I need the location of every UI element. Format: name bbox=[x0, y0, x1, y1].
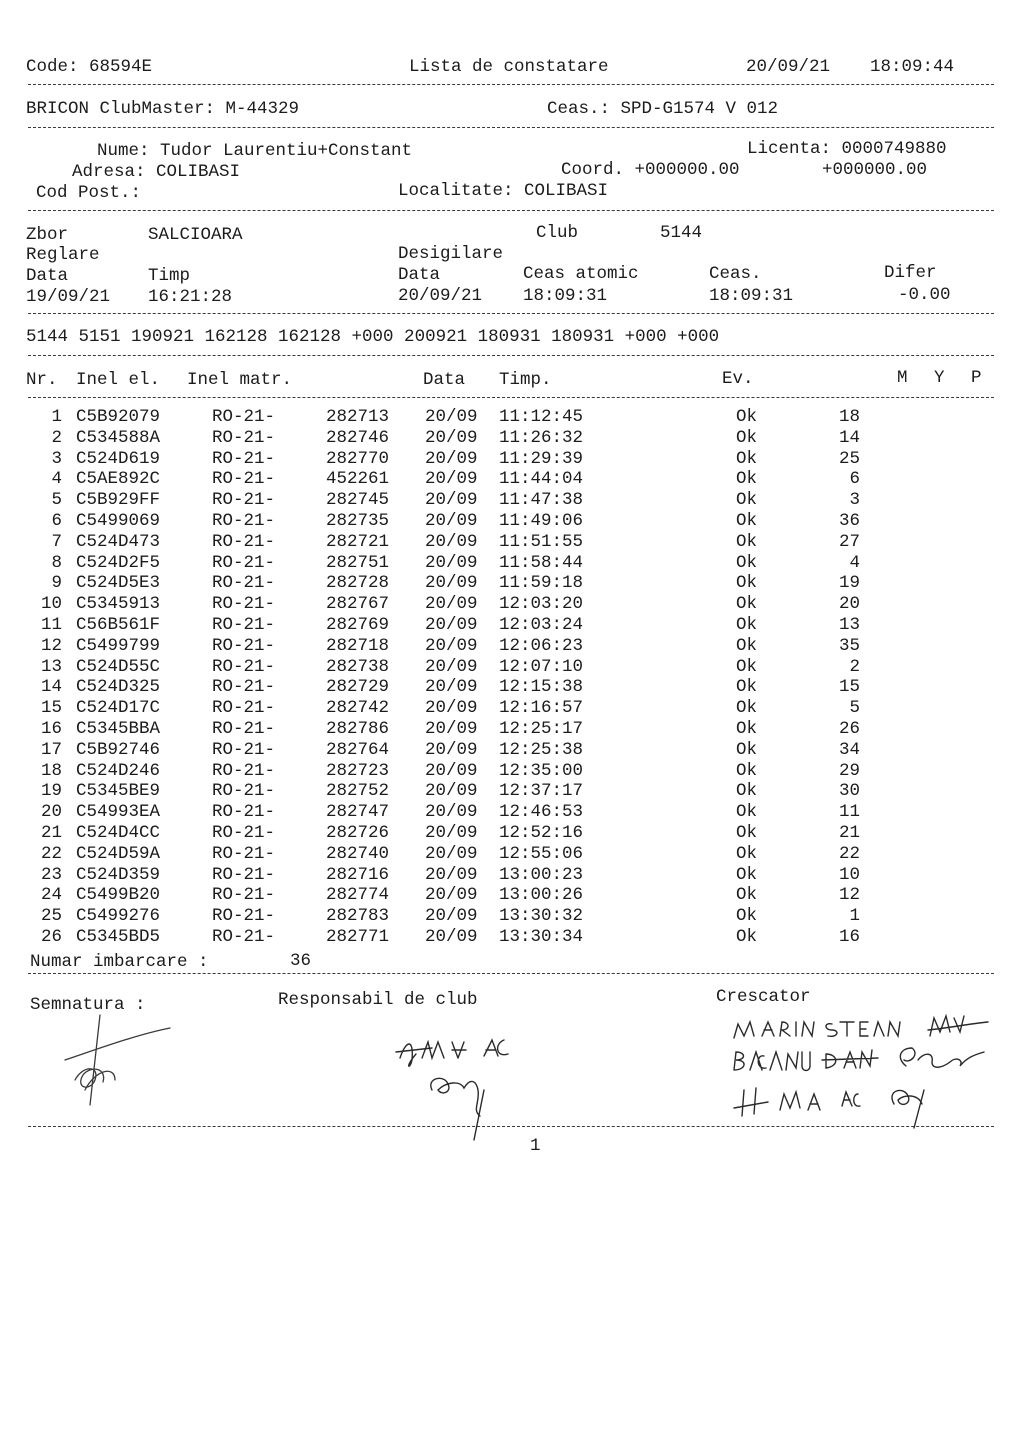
cell-date: 20/09 bbox=[425, 448, 478, 469]
cell-ring-prefix: RO-21- bbox=[212, 511, 276, 531]
club-responsible-label: Responsabil de club bbox=[278, 990, 478, 1010]
cell-ring-prefix: RO-21- bbox=[212, 760, 276, 781]
cell-ring-prefix: RO-21- bbox=[212, 927, 276, 947]
cell-event: Ok bbox=[736, 885, 758, 906]
cell-nr: 5 bbox=[51, 490, 62, 511]
cell-inel-matr: 282728 bbox=[326, 573, 390, 594]
signature-label: Semnatura : bbox=[30, 995, 146, 1015]
cell-time: 12:35:00 bbox=[499, 760, 584, 781]
cell-nr: 20 bbox=[40, 802, 62, 823]
cell-date: 20/09 bbox=[425, 906, 478, 927]
cell-date: 20/09 bbox=[425, 635, 478, 656]
cell-inel-matr: 282774 bbox=[326, 885, 390, 906]
cell-ring-prefix: RO-21- bbox=[212, 698, 276, 719]
table-row bbox=[0, 761, 1024, 782]
cell-date: 20/09 bbox=[425, 823, 478, 843]
desig-clock-time: 18:09:31 bbox=[709, 286, 794, 306]
cell-m: 3 bbox=[849, 490, 860, 511]
cell-m: 22 bbox=[838, 843, 860, 864]
table-row bbox=[0, 553, 1024, 574]
cell-inel-matr: 282713 bbox=[326, 407, 390, 427]
cell-inel-el: C524D17C bbox=[76, 698, 161, 719]
cell-inel-el: C534588A bbox=[76, 427, 161, 448]
cell-nr: 2 bbox=[51, 427, 62, 448]
cell-nr: 8 bbox=[51, 552, 62, 573]
cell-nr: 21 bbox=[40, 823, 62, 843]
cell-inel-el: C524D325 bbox=[76, 677, 161, 698]
cell-event: Ok bbox=[736, 739, 758, 760]
cell-event: Ok bbox=[736, 594, 758, 615]
cell-date: 20/09 bbox=[425, 843, 478, 864]
cell-date: 20/09 bbox=[425, 698, 478, 719]
cell-m: 26 bbox=[838, 719, 860, 739]
cell-event: Ok bbox=[736, 719, 758, 739]
cell-event: Ok bbox=[736, 511, 758, 531]
cell-time: 11:29:39 bbox=[499, 448, 584, 469]
table-row bbox=[0, 865, 1024, 886]
cell-nr: 13 bbox=[40, 656, 62, 677]
cell-inel-matr: 282726 bbox=[326, 823, 390, 843]
cell-m: 11 bbox=[838, 802, 860, 823]
cell-inel-matr: 282786 bbox=[326, 719, 390, 739]
table-row bbox=[0, 573, 1024, 594]
boarding-count-value: 36 bbox=[290, 951, 312, 971]
divider bbox=[28, 84, 994, 85]
table-row bbox=[0, 885, 1024, 906]
cell-inel-el: C5499799 bbox=[76, 635, 161, 656]
cell-time: 12:03:24 bbox=[499, 615, 584, 635]
divider bbox=[28, 355, 994, 356]
cell-date: 20/09 bbox=[425, 594, 478, 615]
cell-inel-matr: 282746 bbox=[326, 427, 390, 448]
reglare-date: 19/09/21 bbox=[26, 287, 111, 307]
cell-inel-el: C56B561F bbox=[76, 615, 161, 635]
cell-inel-el: C5345BBA bbox=[76, 719, 161, 739]
cell-time: 12:52:16 bbox=[499, 823, 584, 843]
cell-ring-prefix: RO-21- bbox=[212, 552, 276, 573]
cell-nr: 18 bbox=[40, 760, 62, 781]
table-row bbox=[0, 511, 1024, 532]
cell-nr: 14 bbox=[40, 677, 62, 698]
cell-ring-prefix: RO-21- bbox=[212, 656, 276, 677]
reglare-time-label: Timp bbox=[148, 266, 191, 286]
col-header-inel-matr: Inel matr. bbox=[187, 370, 293, 390]
cell-ring-prefix: RO-21- bbox=[212, 906, 276, 927]
table-row bbox=[0, 615, 1024, 636]
cell-m: 30 bbox=[838, 781, 860, 802]
cell-inel-matr: 282735 bbox=[326, 511, 390, 531]
cell-nr: 19 bbox=[40, 781, 62, 802]
cell-inel-matr: 282751 bbox=[326, 552, 390, 573]
cell-inel-el: C524D619 bbox=[76, 448, 161, 469]
cell-ring-prefix: RO-21- bbox=[212, 677, 276, 698]
cell-time: 11:47:38 bbox=[499, 490, 584, 511]
cell-inel-el: C5499B20 bbox=[76, 885, 161, 906]
cell-date: 20/09 bbox=[425, 531, 478, 552]
cell-date: 20/09 bbox=[425, 511, 478, 531]
breeder-label: Crescator bbox=[716, 987, 811, 1007]
clock-id: Ceas.: SPD-G1574 V 012 bbox=[547, 99, 779, 119]
cell-nr: 25 bbox=[40, 906, 62, 927]
cell-inel-el: C54993EA bbox=[76, 802, 161, 823]
page-number: 1 bbox=[530, 1136, 541, 1156]
table-row bbox=[0, 636, 1024, 657]
handwritten-signature bbox=[55, 1010, 185, 1116]
cell-date: 20/09 bbox=[425, 573, 478, 594]
cell-date: 20/09 bbox=[425, 656, 478, 677]
cell-time: 11:26:32 bbox=[499, 427, 584, 448]
cell-date: 20/09 bbox=[425, 407, 478, 427]
col-header-inel-el: Inel el. bbox=[76, 370, 161, 390]
cell-date: 20/09 bbox=[425, 802, 478, 823]
col-header-ev: Ev. bbox=[722, 369, 754, 389]
cell-event: Ok bbox=[736, 573, 758, 594]
cell-time: 12:03:20 bbox=[499, 594, 584, 615]
cell-nr: 10 bbox=[40, 594, 62, 615]
owner-coord-2: +000000.00 bbox=[822, 160, 928, 180]
cell-inel-matr: 282740 bbox=[326, 843, 390, 864]
cell-inel-el: C5499069 bbox=[76, 511, 161, 531]
cell-time: 12:15:38 bbox=[499, 677, 584, 698]
cell-inel-matr: 282738 bbox=[326, 656, 390, 677]
col-header-nr: Nr. bbox=[26, 370, 58, 390]
cell-date: 20/09 bbox=[425, 677, 478, 698]
cell-date: 20/09 bbox=[425, 885, 478, 906]
cell-m: 2 bbox=[849, 656, 860, 677]
cell-ring-prefix: RO-21- bbox=[212, 885, 276, 906]
col-header-timp: Timp. bbox=[499, 370, 552, 390]
table-row bbox=[0, 469, 1024, 490]
col-header-p: P bbox=[971, 368, 982, 388]
cell-inel-matr: 282742 bbox=[326, 698, 390, 719]
cell-m: 36 bbox=[838, 511, 860, 531]
cell-inel-matr: 282767 bbox=[326, 594, 390, 615]
cell-m: 18 bbox=[838, 407, 860, 427]
cell-time: 11:49:06 bbox=[499, 511, 584, 531]
codes-line: 5144 5151 190921 162128 162128 +000 200921 180931 180931 +000 +000 bbox=[26, 327, 720, 347]
cell-nr: 23 bbox=[40, 864, 62, 885]
cell-time: 13:30:34 bbox=[499, 927, 584, 947]
cell-inel-el: C5B929FF bbox=[76, 490, 161, 511]
cell-event: Ok bbox=[736, 469, 758, 490]
desigilare-label: Desigilare bbox=[398, 244, 504, 264]
club-label: Club bbox=[536, 223, 579, 243]
owner-name: Nume: Tudor Laurentiu+Constant bbox=[97, 141, 413, 161]
col-header-data: Data bbox=[423, 370, 466, 390]
cell-inel-matr: 282718 bbox=[326, 635, 390, 656]
cell-inel-el: C524D359 bbox=[76, 864, 161, 885]
cell-inel-matr: 282769 bbox=[326, 615, 390, 635]
cell-date: 20/09 bbox=[425, 427, 478, 448]
cell-event: Ok bbox=[736, 490, 758, 511]
cell-ring-prefix: RO-21- bbox=[212, 469, 276, 490]
cell-time: 12:46:53 bbox=[499, 802, 584, 823]
cell-time: 11:59:18 bbox=[499, 573, 584, 594]
table-row bbox=[0, 698, 1024, 719]
cell-ring-prefix: RO-21- bbox=[212, 802, 276, 823]
cell-time: 13:00:23 bbox=[499, 864, 584, 885]
cell-event: Ok bbox=[736, 656, 758, 677]
cell-nr: 24 bbox=[40, 885, 62, 906]
cell-inel-matr: 282721 bbox=[326, 531, 390, 552]
cell-inel-matr: 282771 bbox=[326, 927, 390, 947]
table-row bbox=[0, 802, 1024, 823]
cell-ring-prefix: RO-21- bbox=[212, 490, 276, 511]
cell-event: Ok bbox=[736, 552, 758, 573]
cell-event: Ok bbox=[736, 781, 758, 802]
cell-time: 11:12:45 bbox=[499, 407, 584, 427]
document-title: Lista de constatare bbox=[409, 57, 609, 77]
cell-ring-prefix: RO-21- bbox=[212, 739, 276, 760]
cell-inel-el: C5B92746 bbox=[76, 739, 161, 760]
boarding-count-label: Numar imbarcare : bbox=[30, 952, 209, 972]
cell-event: Ok bbox=[736, 823, 758, 843]
cell-date: 20/09 bbox=[425, 552, 478, 573]
difference-label: Difer bbox=[884, 263, 937, 283]
cell-m: 15 bbox=[838, 677, 860, 698]
cell-event: Ok bbox=[736, 843, 758, 864]
cell-nr: 26 bbox=[40, 927, 62, 947]
cell-m: 19 bbox=[838, 573, 860, 594]
cell-inel-el: C5345BE9 bbox=[76, 781, 161, 802]
cell-event: Ok bbox=[736, 615, 758, 635]
cell-time: 11:58:44 bbox=[499, 552, 584, 573]
cell-event: Ok bbox=[736, 448, 758, 469]
cell-date: 20/09 bbox=[425, 760, 478, 781]
cell-inel-el: C5AE892C bbox=[76, 469, 161, 490]
cell-ring-prefix: RO-21- bbox=[212, 843, 276, 864]
cell-ring-prefix: RO-21- bbox=[212, 531, 276, 552]
cell-inel-el: C524D473 bbox=[76, 531, 161, 552]
cell-event: Ok bbox=[736, 906, 758, 927]
owner-license: Licenta: 0000749880 bbox=[747, 139, 947, 159]
cell-m: 10 bbox=[838, 864, 860, 885]
cell-time: 12:07:10 bbox=[499, 656, 584, 677]
cell-m: 12 bbox=[838, 885, 860, 906]
table-row bbox=[0, 719, 1024, 740]
cell-ring-prefix: RO-21- bbox=[212, 781, 276, 802]
cell-m: 13 bbox=[838, 615, 860, 635]
flight-name: SALCIOARA bbox=[148, 225, 243, 245]
cell-date: 20/09 bbox=[425, 490, 478, 511]
cell-inel-matr: 282716 bbox=[326, 864, 390, 885]
cell-inel-el: C524D4CC bbox=[76, 823, 161, 843]
difference-value: -0.00 bbox=[898, 285, 951, 305]
cell-event: Ok bbox=[736, 677, 758, 698]
cell-event: Ok bbox=[736, 802, 758, 823]
cell-nr: 11 bbox=[40, 615, 62, 635]
table-row bbox=[0, 677, 1024, 698]
desig-date-label: Data bbox=[398, 265, 441, 285]
cell-time: 12:25:17 bbox=[499, 719, 584, 739]
divider bbox=[28, 127, 994, 128]
cell-inel-matr: 282783 bbox=[326, 906, 390, 927]
cell-event: Ok bbox=[736, 698, 758, 719]
divider bbox=[28, 313, 994, 314]
cell-event: Ok bbox=[736, 760, 758, 781]
cell-event: Ok bbox=[736, 635, 758, 656]
cell-date: 20/09 bbox=[425, 864, 478, 885]
cell-ring-prefix: RO-21- bbox=[212, 823, 276, 843]
divider bbox=[28, 210, 994, 211]
cell-event: Ok bbox=[736, 927, 758, 947]
cell-m: 6 bbox=[849, 469, 860, 490]
cell-inel-matr: 452261 bbox=[326, 469, 390, 490]
table-row bbox=[0, 927, 1024, 948]
flight-label: Zbor bbox=[26, 225, 69, 245]
cell-date: 20/09 bbox=[425, 615, 478, 635]
cell-ring-prefix: RO-21- bbox=[212, 407, 276, 427]
cell-time: 12:16:57 bbox=[499, 698, 584, 719]
cell-time: 11:51:55 bbox=[499, 531, 584, 552]
cell-inel-matr: 282752 bbox=[326, 781, 390, 802]
owner-postal-code: Cod Post.: bbox=[36, 183, 142, 203]
cell-m: 20 bbox=[838, 594, 860, 615]
cell-nr: 3 bbox=[51, 448, 62, 469]
divider bbox=[28, 397, 994, 398]
divider bbox=[28, 973, 994, 974]
cell-m: 5 bbox=[849, 698, 860, 719]
cell-inel-el: C524D2F5 bbox=[76, 552, 161, 573]
cell-m: 25 bbox=[838, 448, 860, 469]
cell-nr: 22 bbox=[40, 843, 62, 864]
cell-m: 27 bbox=[838, 531, 860, 552]
cell-m: 1 bbox=[849, 906, 860, 927]
cell-ring-prefix: RO-21- bbox=[212, 448, 276, 469]
cell-inel-el: C5499276 bbox=[76, 906, 161, 927]
atomic-clock-label: Ceas atomic bbox=[523, 264, 639, 284]
header-time: 18:09:44 bbox=[870, 57, 955, 77]
table-row bbox=[0, 428, 1024, 449]
desig-date: 20/09/21 bbox=[398, 286, 483, 306]
cell-time: 12:06:23 bbox=[499, 635, 584, 656]
cell-inel-el: C524D5E3 bbox=[76, 573, 161, 594]
cell-m: 35 bbox=[838, 635, 860, 656]
cell-ring-prefix: RO-21- bbox=[212, 594, 276, 615]
cell-ring-prefix: RO-21- bbox=[212, 615, 276, 635]
cell-nr: 1 bbox=[51, 407, 62, 427]
cell-date: 20/09 bbox=[425, 469, 478, 490]
cell-time: 13:30:32 bbox=[499, 906, 584, 927]
table-row bbox=[0, 823, 1024, 844]
cell-ring-prefix: RO-21- bbox=[212, 719, 276, 739]
header-date: 20/09/21 bbox=[746, 57, 831, 77]
cell-ring-prefix: RO-21- bbox=[212, 635, 276, 656]
cell-time: 11:44:04 bbox=[499, 469, 584, 490]
cell-nr: 15 bbox=[40, 698, 62, 719]
cell-m: 21 bbox=[838, 823, 860, 843]
table-row bbox=[0, 740, 1024, 761]
cell-inel-el: C5B92079 bbox=[76, 407, 161, 427]
cell-time: 12:55:06 bbox=[499, 843, 584, 864]
table-row bbox=[0, 532, 1024, 553]
cell-ring-prefix: RO-21- bbox=[212, 427, 276, 448]
owner-address: Adresa: COLIBASI bbox=[72, 162, 241, 182]
table-row bbox=[0, 407, 1024, 428]
cell-date: 20/09 bbox=[425, 739, 478, 760]
desig-atomic-time: 18:09:31 bbox=[523, 286, 608, 306]
cell-inel-matr: 282747 bbox=[326, 802, 390, 823]
clubmaster-id: BRICON ClubMaster: M-44329 bbox=[26, 99, 300, 119]
table-row bbox=[0, 657, 1024, 678]
reglare-time: 16:21:28 bbox=[148, 287, 233, 307]
cell-m: 14 bbox=[838, 427, 860, 448]
cell-nr: 6 bbox=[51, 511, 62, 531]
cell-event: Ok bbox=[736, 427, 758, 448]
cell-inel-el: C524D59A bbox=[76, 843, 161, 864]
table-row bbox=[0, 594, 1024, 615]
cell-inel-el: C524D55C bbox=[76, 656, 161, 677]
cell-inel-matr: 282745 bbox=[326, 490, 390, 511]
cell-time: 12:25:38 bbox=[499, 739, 584, 760]
cell-nr: 12 bbox=[40, 635, 62, 656]
cell-m: 4 bbox=[849, 552, 860, 573]
cell-date: 20/09 bbox=[425, 719, 478, 739]
divider bbox=[28, 1126, 994, 1127]
col-header-y: Y bbox=[934, 368, 945, 388]
cell-m: 34 bbox=[838, 739, 860, 760]
table-row bbox=[0, 844, 1024, 865]
cell-nr: 17 bbox=[40, 739, 62, 760]
table-row bbox=[0, 906, 1024, 927]
reglare-label: Reglare bbox=[26, 245, 100, 265]
breeder-signatures bbox=[728, 1008, 1018, 1134]
cell-m: 16 bbox=[838, 927, 860, 947]
document-code: Code: 68594E bbox=[26, 57, 153, 77]
cell-date: 20/09 bbox=[425, 781, 478, 802]
cell-inel-el: C5345BD5 bbox=[76, 927, 161, 947]
table-row bbox=[0, 781, 1024, 802]
cell-event: Ok bbox=[736, 531, 758, 552]
clock-label: Ceas. bbox=[709, 264, 762, 284]
cell-inel-matr: 282723 bbox=[326, 760, 390, 781]
cell-inel-matr: 282764 bbox=[326, 739, 390, 760]
cell-time: 12:37:17 bbox=[499, 781, 584, 802]
cell-ring-prefix: RO-21- bbox=[212, 573, 276, 594]
reglare-date-label: Data bbox=[26, 266, 69, 286]
cell-nr: 7 bbox=[51, 531, 62, 552]
cell-time: 13:00:26 bbox=[499, 885, 584, 906]
cell-nr: 9 bbox=[51, 573, 62, 594]
table-row bbox=[0, 490, 1024, 511]
cell-inel-matr: 282729 bbox=[326, 677, 390, 698]
cell-nr: 16 bbox=[40, 719, 62, 739]
owner-locality: Localitate: COLIBASI bbox=[398, 181, 609, 201]
cell-inel-el: C524D246 bbox=[76, 760, 161, 781]
cell-ring-prefix: RO-21- bbox=[212, 864, 276, 885]
cell-inel-matr: 282770 bbox=[326, 448, 390, 469]
table-row bbox=[0, 449, 1024, 470]
cell-nr: 4 bbox=[51, 469, 62, 490]
club-number: 5144 bbox=[660, 223, 703, 243]
cell-event: Ok bbox=[736, 864, 758, 885]
cell-m: 29 bbox=[838, 760, 860, 781]
cell-inel-el: C5345913 bbox=[76, 594, 161, 615]
col-header-m: M bbox=[897, 368, 908, 388]
owner-coord: Coord. +000000.00 bbox=[561, 160, 740, 180]
cell-event: Ok bbox=[736, 407, 758, 427]
cell-date: 20/09 bbox=[425, 927, 478, 947]
